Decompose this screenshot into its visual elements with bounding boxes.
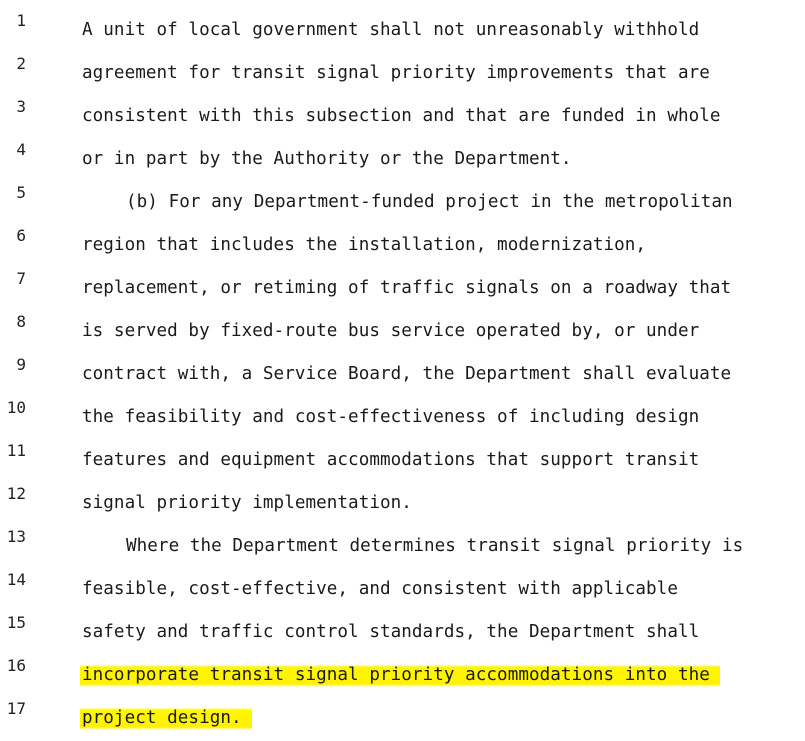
line-number: 10 — [6, 398, 26, 417]
line-number: 14 — [6, 570, 26, 589]
line-7 — [0, 268, 805, 311]
line-text: contract with, a Service Board, the Department shall evaluate — [82, 364, 732, 384]
line-number: 8 — [16, 312, 26, 331]
line-2 — [0, 53, 805, 96]
line-number: 16 — [6, 656, 26, 675]
line-number: 5 — [16, 183, 26, 202]
line-text: replacement, or retiming of traffic signals on a roadway that — [82, 278, 732, 298]
line-text: or in part by the Authority or the Department. — [82, 149, 572, 169]
line-text: (b) For any Department-funded project in the metropolitan — [126, 192, 733, 212]
line-number: 6 — [16, 226, 26, 245]
line-text: the feasibility and cost-effectiveness of including design — [82, 407, 700, 427]
line-14 — [0, 569, 805, 612]
line-text: consistent with this subsection and that are funded in whole — [82, 106, 721, 126]
line-5 — [0, 182, 805, 225]
line-text: agreement for transit signal priority improvements that are — [82, 63, 710, 83]
line-text: safety and traffic control standards, the Department shall — [82, 622, 700, 642]
line-text: signal priority implementation. — [82, 493, 412, 513]
line-number: 1 — [16, 11, 26, 30]
line-text: is served by fixed-route bus service operated by, or under — [82, 321, 700, 341]
line-text: Where the Department determines transit signal priority is — [126, 536, 744, 556]
line-4 — [0, 139, 805, 182]
line-number: 17 — [6, 699, 26, 718]
line-9 — [0, 354, 805, 397]
line-text — [82, 703, 252, 733]
line-number: 4 — [16, 140, 26, 159]
highlighted-text: incorporate transit signal priority accommodations into the — [80, 663, 720, 687]
line-17 — [0, 698, 805, 741]
line-number: 9 — [16, 355, 26, 374]
line-15 — [0, 612, 805, 655]
line-text: A unit of local government shall not unreasonably withhold — [82, 20, 700, 40]
line-text: feasible, cost-effective, and consistent with applicable — [82, 579, 678, 599]
line-12 — [0, 483, 805, 526]
line-number: 11 — [6, 441, 26, 460]
line-8 — [0, 311, 805, 354]
line-13 — [0, 526, 805, 569]
line-6 — [0, 225, 805, 268]
line-number: 13 — [6, 527, 26, 546]
line-text — [82, 660, 720, 690]
line-16 — [0, 655, 805, 698]
line-text: features and equipment accommodations that support transit — [82, 450, 700, 470]
line-number: 15 — [6, 613, 26, 632]
line-3 — [0, 96, 805, 139]
line-number: 12 — [6, 484, 26, 503]
line-text: region that includes the installation, modernization, — [82, 235, 647, 255]
line-number: 7 — [16, 269, 26, 288]
line-number: 3 — [16, 97, 26, 116]
line-number: 2 — [16, 54, 26, 73]
highlighted-text: project design. — [80, 706, 252, 730]
line-11 — [0, 440, 805, 483]
line-10 — [0, 397, 805, 440]
line-1 — [0, 10, 805, 53]
